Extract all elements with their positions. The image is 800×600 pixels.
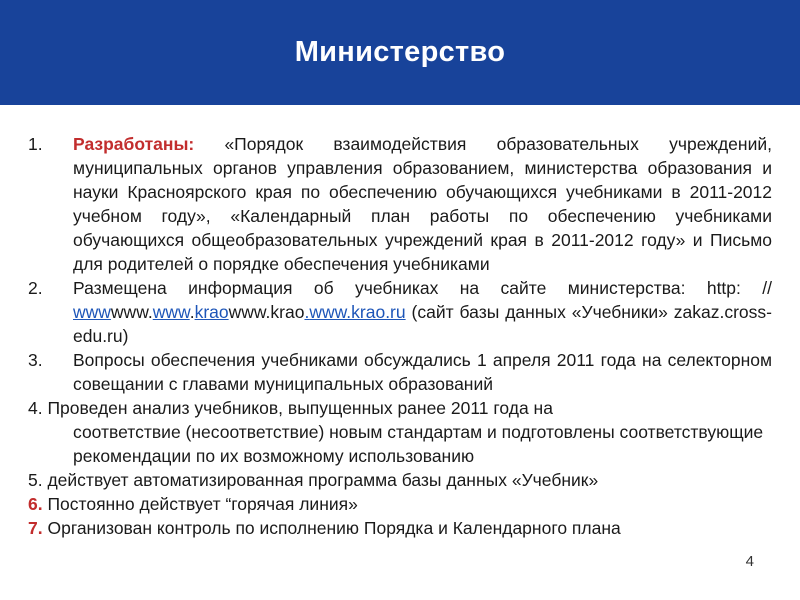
url-text: www. <box>110 302 153 322</box>
item-text: (сайт базы данных «Учебники» zakaz.cross-edu.ru) <box>73 302 772 346</box>
item-number: 6. <box>28 494 43 514</box>
link-krao-ru[interactable]: www.krao.ru <box>309 302 406 322</box>
list-item-5 <box>28 468 772 492</box>
page-number: 4 <box>745 553 754 570</box>
content-list <box>28 132 772 540</box>
item-text-continued: соответствие (несоответствие) новым стандартам и подготовлены соответствующие рекомендации по их возможному использованию <box>73 422 764 466</box>
item-text: Вопросы обеспечения учебниками обсуждались 1 апреля 2011 года на селекторном совещании с главами муниципальных образований <box>73 350 772 394</box>
header-bar <box>0 0 800 105</box>
list-item-1 <box>28 132 772 276</box>
link-www-2[interactable]: www <box>152 302 190 322</box>
item-number: 3. <box>28 350 43 370</box>
list-item-3 <box>28 348 772 396</box>
item-text: Организован контроль по исполнению Порядка и Календарного плана <box>42 518 621 538</box>
item-text: Постоянно действует “горячая линия» <box>42 494 358 514</box>
page-title: Министерство <box>294 36 506 68</box>
item-lead: Разработаны: <box>73 134 195 154</box>
item-text: «Порядок взаимодействия образовательных учреждений, муниципальных органов управления образованием, министерства образования и науки Красноярского края по обеспечению обучающихся учебниками в 2011-2012 учебном году», «Календарный план работы по обеспечению учебниками обучающихся общеобразовательных учреждений края в 2011-2012 году» и Письмо для родителей о порядке обеспечения учебниками <box>73 134 772 274</box>
item-number: 2. <box>28 278 43 298</box>
list-item-4 <box>28 396 772 468</box>
item-text: Размещена информация об учебниках на сайте министерства: http: // <box>73 278 772 298</box>
list-item-7 <box>28 516 772 540</box>
link-krao[interactable]: krao <box>194 302 229 322</box>
url-text: . <box>189 302 195 322</box>
item-number: 7. <box>28 518 43 538</box>
list-item-2 <box>28 276 772 348</box>
item-number: 1. <box>28 134 43 154</box>
item-text: 4. Проведен анализ учебников, выпущенных ранее 2011 года на <box>28 398 553 418</box>
list-item-6 <box>28 492 772 516</box>
item-text: 5. действует автоматизированная программа базы данных «Учебник» <box>28 470 599 490</box>
link-www[interactable]: www <box>73 302 111 322</box>
link-dot[interactable]: . <box>304 302 310 322</box>
url-text: www.krao <box>228 302 305 322</box>
